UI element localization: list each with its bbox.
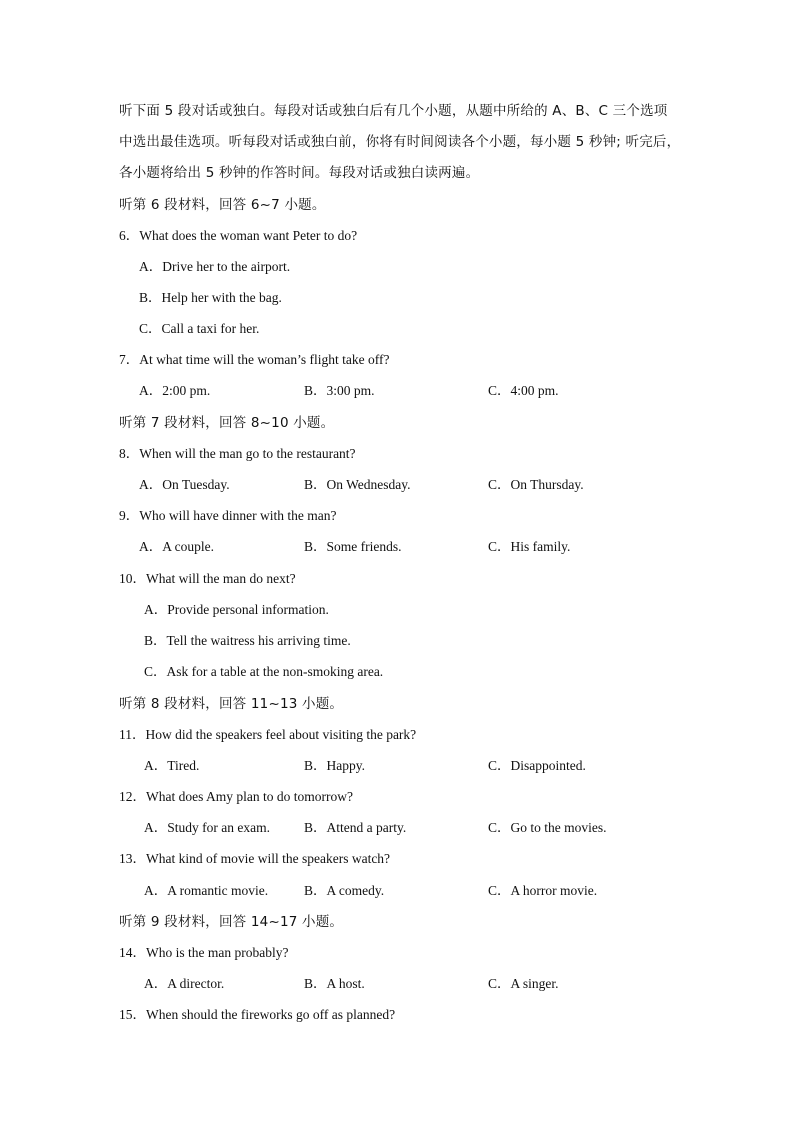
question-13: 13．What kind of movie will the speakers watch? — [119, 851, 391, 866]
option-13-c: C．A horror movie. — [488, 883, 598, 898]
question-11: 11．How did the speakers feel about visiting the park? — [119, 727, 417, 742]
instructions-line-1: 听下面 5 段对话或独白。每段对话或独白后有几个小题，从题中所给的 A、B、C 三个选项 — [119, 103, 668, 119]
question-7: 7．At what time will the woman’s flight take off? — [119, 352, 390, 367]
option-13-b: B．A comedy. — [304, 883, 385, 898]
option-7-c: C．4:00 pm. — [488, 383, 559, 398]
instructions-line-3: 各小题将给出 5 秒钟的作答时间。每段对话或独白读两遍。 — [119, 165, 480, 181]
section-heading-6: 听第 6 段材料，回答 6~7 小题。 — [119, 197, 326, 213]
question-14: 14．Who is the man probably? — [119, 945, 289, 960]
section-heading-7: 听第 7 段材料，回答 8~10 小题。 — [119, 415, 335, 431]
question-15: 15．When should the fireworks go off as planned? — [119, 1007, 396, 1022]
option-7-a: A．2:00 pm. — [139, 383, 211, 398]
option-10-a: A．Provide personal information. — [144, 602, 329, 617]
option-13-a: A．A romantic movie. — [144, 883, 269, 898]
option-11-c: C．Disappointed. — [488, 758, 586, 773]
option-10-b: B．Tell the waitress his arriving time. — [144, 633, 351, 648]
option-6-b: B．Help her with the bag. — [139, 290, 282, 305]
option-9-a: A．A couple. — [139, 539, 214, 554]
option-6-a: A．Drive her to the airport. — [139, 259, 291, 274]
option-12-a: A．Study for an exam. — [144, 820, 270, 835]
question-9: 9．Who will have dinner with the man? — [119, 508, 337, 523]
option-9-b: B．Some friends. — [304, 539, 402, 554]
instructions-line-2: 中选出最佳选项。听每段对话或独白前，你将有时间阅读各个小题，每小题 5 秒钟; 听完后， — [119, 134, 681, 150]
option-12-b: B．Attend a party. — [304, 820, 407, 835]
question-8: 8．When will the man go to the restaurant? — [119, 446, 356, 461]
question-12: 12．What does Amy plan to do tomorrow? — [119, 789, 353, 804]
option-7-b: B．3:00 pm. — [304, 383, 375, 398]
option-11-a: A．Tired. — [144, 758, 200, 773]
option-11-b: B．Happy. — [304, 758, 365, 773]
question-6: 6．What does the woman want Peter to do? — [119, 228, 358, 243]
option-14-b: B．A host. — [304, 976, 365, 991]
question-10: 10．What will the man do next? — [119, 571, 296, 586]
option-8-a: A．On Tuesday. — [139, 477, 230, 492]
option-8-c: C．On Thursday. — [488, 477, 584, 492]
option-14-c: C．A singer. — [488, 976, 559, 991]
section-heading-9: 听第 9 段材料，回答 14~17 小题。 — [119, 914, 344, 930]
option-6-c: C．Call a taxi for her. — [139, 321, 260, 336]
section-heading-8: 听第 8 段材料，回答 11~13 小题。 — [119, 696, 344, 712]
option-14-a: A．A director. — [144, 976, 225, 991]
option-10-c: C．Ask for a table at the non-smoking area. — [144, 664, 384, 679]
option-9-c: C．His family. — [488, 539, 571, 554]
option-12-c: C．Go to the movies. — [488, 820, 607, 835]
option-8-b: B．On Wednesday. — [304, 477, 411, 492]
